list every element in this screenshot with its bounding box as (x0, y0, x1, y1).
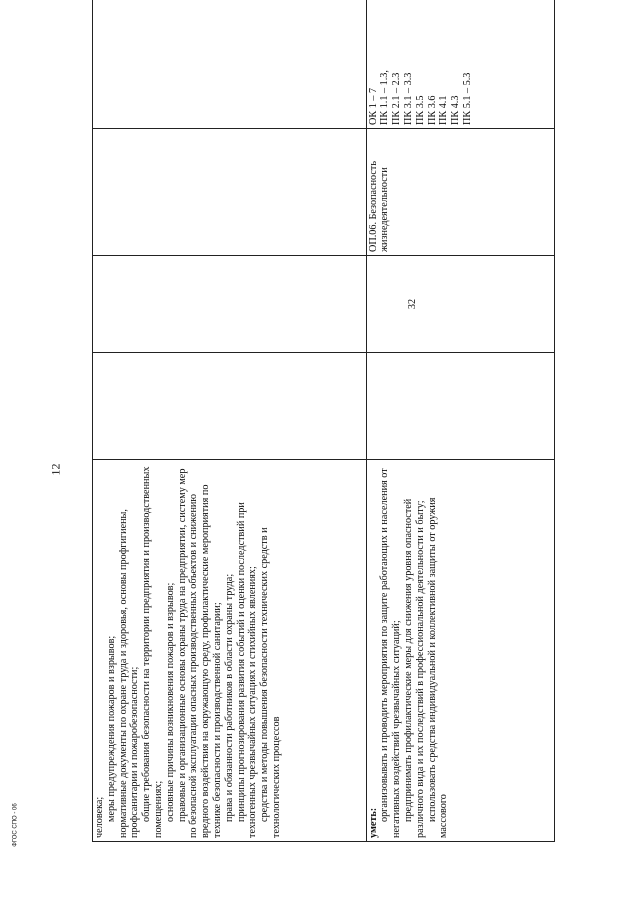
competency-item: ПК 3.6 (426, 95, 438, 125)
knowledge-item: человека; (94, 796, 105, 838)
knowledge-cell (93, 460, 367, 842)
knowledge-item: принципы прогнозирования развития событий и оценки последствий при техногенных чрезвычайных ситуациях и стихийных явлениях; (235, 502, 259, 838)
hours-cell: 32 (366, 256, 554, 353)
competencies-list (368, 0, 474, 125)
skills-cell (366, 460, 554, 842)
discipline-cell: ОП.06. Безопасность жизнедеятельности (366, 129, 554, 256)
knowledge-item: средства и методы повышения безопасности технических средств и технологических процессов (259, 527, 282, 838)
competency-item: ПК 3.1 – 3.3 (403, 72, 415, 125)
competency-item: ПК 1.1 – 1.3, (379, 70, 391, 125)
knowledge-item: общие требования безопасности на территории предприятия и производственных помещениях; (141, 466, 164, 838)
competency-item: ПК 4.3 (450, 95, 462, 125)
empty-cell (366, 353, 554, 460)
knowledge-list (94, 463, 283, 838)
knowledge-item: меры предупреждения пожаров и взрывов; (105, 635, 117, 822)
competencies-cell (366, 0, 554, 129)
empty-cell (93, 129, 367, 256)
skill-item: использовать средства индивидуальной и коллективной защиты от оружия массового (426, 497, 450, 838)
knowledge-item: правовые и организационные основы охраны труда на предприятии, систему мер по безопасной эксплуатации опасных производственных объектов и снижению вредного воздействия на окружающую среду, профилактические мероприятия по технике безопасности и производственной санитарии; (176, 468, 223, 838)
skill-item: организовывать и проводить мероприятия по защите работающих и населения от негативных воздействий чрезвычайных ситуаций; (379, 468, 403, 838)
curriculum-table (92, 0, 555, 842)
competency-item: ПК 3.5 (414, 95, 426, 125)
empty-cell (93, 353, 367, 460)
rotated-table-container (92, 32, 555, 842)
empty-cell (93, 0, 367, 129)
knowledge-item: нормативные документы по охране труда и здоровья, основы профгигиены, профсанитарии и пожаробезопасности; (117, 509, 141, 838)
table-row-skills (366, 0, 554, 842)
knowledge-item: основные причины возникновения пожаров и взрывов; (164, 582, 176, 822)
footer-standard-code: ФГОС СПО - 06 (12, 803, 19, 847)
competency-item: ПК 4.1 (438, 95, 450, 125)
table-row-knowledge (93, 0, 367, 842)
skills-heading: уметь: (367, 807, 379, 838)
empty-cell (93, 256, 367, 353)
page-number: 12 (48, 463, 63, 476)
skill-item: предпринимать профилактические меры для снижения уровня опасностей различного вида и их последствий в профессиональной деятельности и быту; (403, 498, 426, 838)
competency-item: ПК 5.1 – 5.3 (462, 72, 473, 125)
competency-item: ОК 1 – 7 (367, 87, 379, 125)
skills-list (379, 463, 450, 838)
knowledge-item: права и обязанности работников в области охраны труда; (223, 573, 235, 822)
competency-item: ПК 2.1 – 2.3 (391, 72, 403, 125)
